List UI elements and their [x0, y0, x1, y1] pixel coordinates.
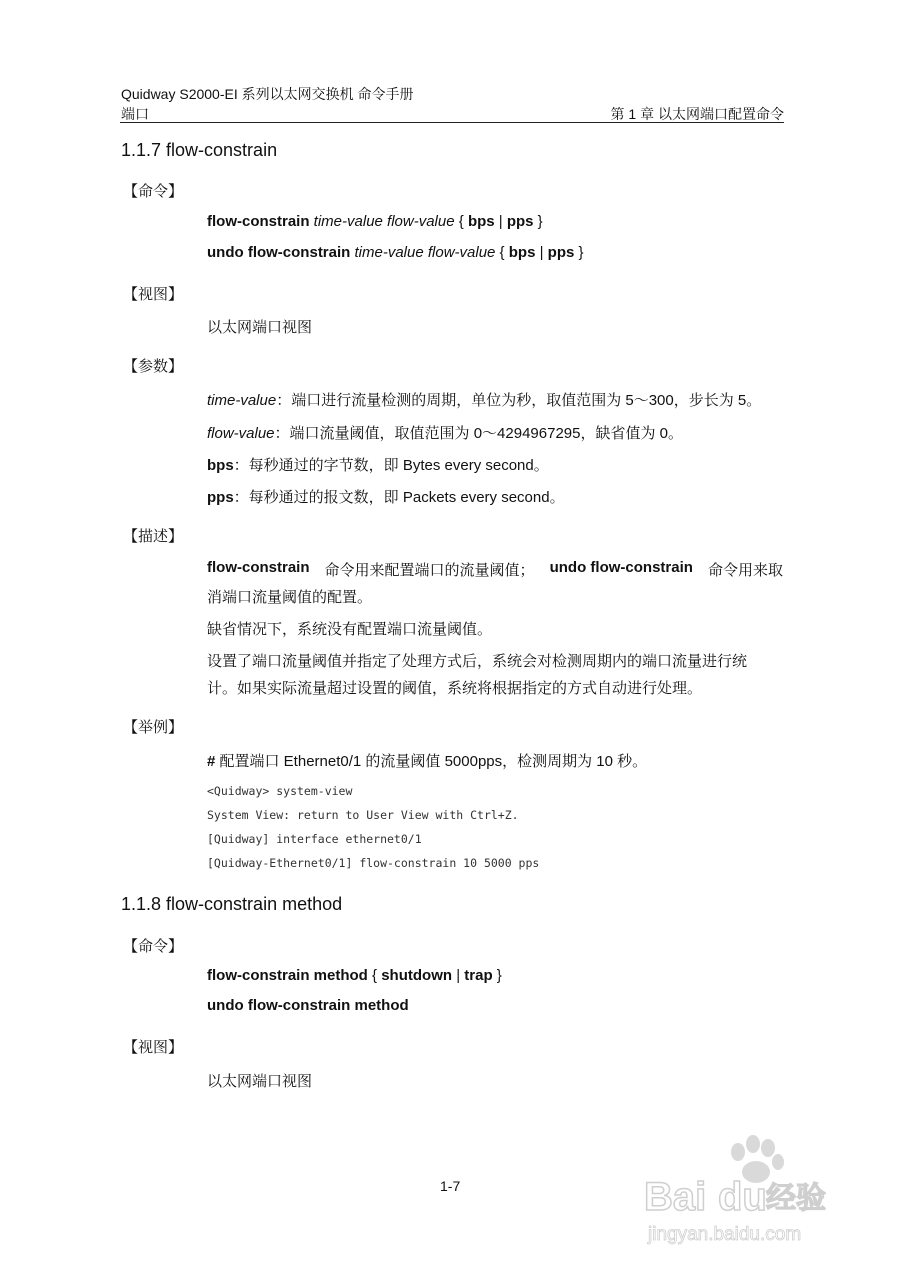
- param-desc: ：每秒通过的字节数，即 Bytes every second。: [233, 457, 549, 474]
- cmd-brace: }: [574, 244, 584, 261]
- code-line: System View: return to User View with Ctrl+Z.: [207, 808, 519, 822]
- cmd-brace: {: [495, 244, 509, 261]
- param-flow-value: [207, 422, 683, 443]
- watermark-url: jingyan.baidu.com: [648, 1224, 802, 1245]
- cmd-brace: }: [533, 213, 543, 230]
- doc-header-title: Quidway S2000-EI 系列以太网交换机 命令手册: [121, 86, 414, 102]
- desc-text: 命令用来配置端口的流量阈值；: [324, 562, 535, 579]
- watermark-brand-2: du: [718, 1175, 767, 1219]
- command-syntax-2: [207, 244, 584, 261]
- cmd-keyword: flow-constrain method: [207, 967, 368, 984]
- desc-line-4: 计。如果实际流量超过设置的阈值，系统将根据指定的方式自动进行处理。: [207, 680, 703, 697]
- label-view: 【视图】: [123, 286, 184, 303]
- example-comment-text: 配置端口 Ethernet0/1 的流量阈值 5000pps，检测周期为 10 秒。: [215, 753, 648, 770]
- label-parameters: 【参数】: [123, 358, 184, 375]
- command-syntax-3: [207, 967, 502, 984]
- param-term: pps: [207, 489, 234, 506]
- cmd-option-shutdown: shutdown: [381, 967, 453, 984]
- param-term: flow-value: [207, 425, 275, 442]
- example-comment: [207, 750, 647, 771]
- cmd-keyword: undo flow-constrain: [207, 244, 351, 261]
- cmd-pipe: |: [494, 213, 507, 230]
- code-line: [Quidway-Ethernet0/1] flow-constrain 10 5000 pps: [207, 856, 540, 870]
- desc-text: 命令用来取: [707, 562, 783, 579]
- cmd-pipe: |: [535, 244, 548, 261]
- cmd-brace: {: [454, 213, 468, 230]
- cmd-option-trap: trap: [464, 967, 493, 984]
- doc-header-section: 端口: [121, 106, 149, 122]
- param-bps: [207, 454, 549, 475]
- label-command: 【命令】: [123, 183, 184, 200]
- cmd-keyword: flow-constrain: [207, 213, 310, 230]
- desc-keyword: undo flow-constrain: [549, 559, 693, 576]
- section-title-1-1-7: 1.1.7 flow-constrain: [121, 140, 278, 160]
- command-syntax-4: [207, 997, 409, 1014]
- desc-keyword: flow-constrain: [207, 559, 310, 576]
- param-desc: ：端口进行流量检测的周期，单位为秒，取值范围为 5～300，步长为 5。: [276, 392, 762, 409]
- view-text: 以太网端口视图: [207, 319, 313, 336]
- code-line: [Quidway] interface ethernet0/1: [207, 832, 422, 846]
- cmd-keyword: undo flow-constrain method: [207, 997, 409, 1014]
- label-description: 【描述】: [123, 528, 184, 545]
- view-text: 以太网端口视图: [207, 1073, 313, 1090]
- desc-line-2: 消端口流量阈值的配置。: [207, 589, 373, 606]
- header-rule: [120, 122, 784, 123]
- desc-line-3: 设置了端口流量阈值并指定了处理方式后，系统会对检测周期内的端口流量进行统: [207, 653, 748, 670]
- param-desc: ：端口流量阈值，取值范围为 0～4294967295，缺省值为 0。: [274, 425, 683, 442]
- label-example: 【举例】: [123, 719, 184, 736]
- cmd-args: time-value flow-value: [309, 213, 455, 230]
- param-pps: [207, 486, 565, 507]
- cmd-option-pps: pps: [506, 213, 534, 230]
- command-syntax-1: [207, 213, 543, 230]
- example-hash: #: [207, 753, 216, 770]
- watermark-brand: Bai: [644, 1175, 707, 1219]
- label-command: 【命令】: [123, 938, 184, 955]
- param-term: bps: [207, 457, 234, 474]
- label-view: 【视图】: [123, 1039, 184, 1056]
- cmd-pipe: |: [452, 967, 465, 984]
- cmd-args: time-value flow-value: [350, 244, 496, 261]
- page-number: 1-7: [440, 1178, 461, 1194]
- cmd-option-bps: bps: [467, 213, 495, 230]
- desc-line-1: [207, 559, 783, 580]
- section-title-1-1-8: 1.1.8 flow-constrain method: [121, 894, 343, 914]
- param-time-value: [207, 389, 761, 410]
- code-line: <Quidway> system-view: [207, 784, 353, 798]
- watermark-jingyan: 经验: [766, 1181, 826, 1216]
- cmd-option-pps: pps: [547, 244, 575, 261]
- param-term: time-value: [207, 392, 277, 409]
- baidu-jingyan-watermark: [640, 1130, 840, 1260]
- cmd-brace: {: [367, 967, 382, 984]
- cmd-brace: }: [492, 967, 502, 984]
- param-desc: ：每秒通过的报文数，即 Packets every second。: [233, 489, 565, 506]
- doc-header-chapter: 第 1 章 以太网端口配置命令: [610, 106, 784, 122]
- desc-default: 缺省情况下，系统没有配置端口流量阈值。: [207, 621, 493, 638]
- cmd-option-bps: bps: [508, 244, 536, 261]
